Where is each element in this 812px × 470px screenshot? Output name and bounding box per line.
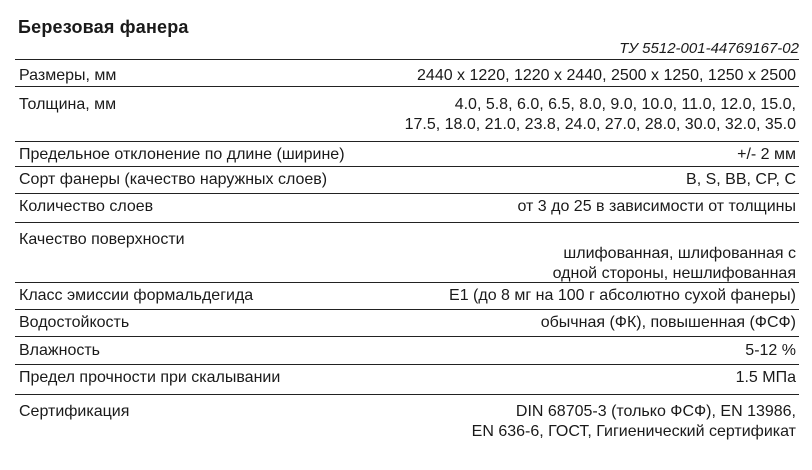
spec-label: Предел прочности при скалывании (19, 369, 281, 386)
spec-value-line: DIN 68705-3 (только ФСФ), EN 13986, (515, 403, 796, 420)
spec-label: Класс эмиссии формальдегида (19, 287, 254, 304)
spec-row-humidity (15, 336, 799, 364)
spec-label: Размеры, мм (19, 67, 117, 84)
spec-label: Количество слоев (19, 198, 154, 215)
spec-table (15, 59, 799, 450)
spec-label: Качество поверхности (19, 231, 185, 248)
spec-row-layers (15, 193, 799, 222)
spec-row-size (15, 59, 799, 86)
spec-value (737, 145, 799, 165)
spec-value-line: одной стороны, нешлифованная (552, 265, 796, 282)
spec-row-thickness (15, 86, 799, 141)
spec-row-grade (15, 166, 799, 193)
spec-value (745, 341, 799, 361)
spec-label: Сорт фанеры (качество наружных слоев) (19, 171, 328, 188)
spec-value-line: Е1 (до 8 мг на 100 г абсолютно сухой фанеры) (449, 287, 796, 304)
standard-reference: ТУ 5512-001-44769167-02 (619, 40, 799, 57)
document-title: Березовая фанера (18, 17, 189, 37)
spec-value (686, 170, 799, 190)
spec-value (517, 197, 799, 217)
spec-value (405, 95, 799, 135)
spec-value-line: B, S, BB, CP, C (686, 171, 796, 188)
spec-value (449, 286, 799, 306)
spec-value-line: +/- 2 мм (737, 146, 796, 163)
spec-label: Водостойкость (19, 314, 130, 331)
spec-value-line: 4.0, 5.8, 6.0, 6.5, 8.0, 9.0, 10.0, 11.0, 12.0, 15.0, (454, 96, 796, 113)
spec-value-line: EN 636-6, ГОСТ, Гигиенический сертификат (471, 423, 796, 440)
spec-value-line: 1.5 МПа (735, 369, 796, 386)
spec-label: Сертификация (19, 403, 130, 420)
spec-label: Влажность (19, 342, 101, 359)
spec-row-certification (15, 394, 799, 450)
spec-value-line: от 3 до 25 в зависимости от толщины (517, 198, 796, 215)
spec-label: Толщина, мм (19, 96, 117, 113)
spec-value (553, 230, 799, 284)
spec-value-line: шлифованная, шлифованная с (563, 245, 796, 262)
spec-value (736, 368, 799, 388)
spec-row-tolerance (15, 141, 799, 166)
spec-value (472, 402, 799, 442)
spec-row-water-resistance (15, 309, 799, 336)
spec-row-emission (15, 282, 799, 309)
spec-row-surface (15, 222, 799, 282)
spec-value (541, 313, 799, 333)
spec-value (417, 66, 799, 86)
spec-label: Предельное отклонение по длине (ширине) (19, 146, 345, 163)
spec-row-shear-strength (15, 364, 799, 394)
spec-value-line: обычная (ФК), повышенная (ФСФ) (540, 314, 796, 331)
spec-value-line: 2440 х 1220, 1220 х 2440, 2500 х 1250, 1250 х 2500 (417, 67, 796, 84)
spec-value-line: 17.5, 18.0, 21.0, 23.8, 24.0, 27.0, 28.0, 30.0, 32.0, 35.0 (404, 116, 796, 133)
spec-value-line: 5-12 % (745, 342, 796, 359)
